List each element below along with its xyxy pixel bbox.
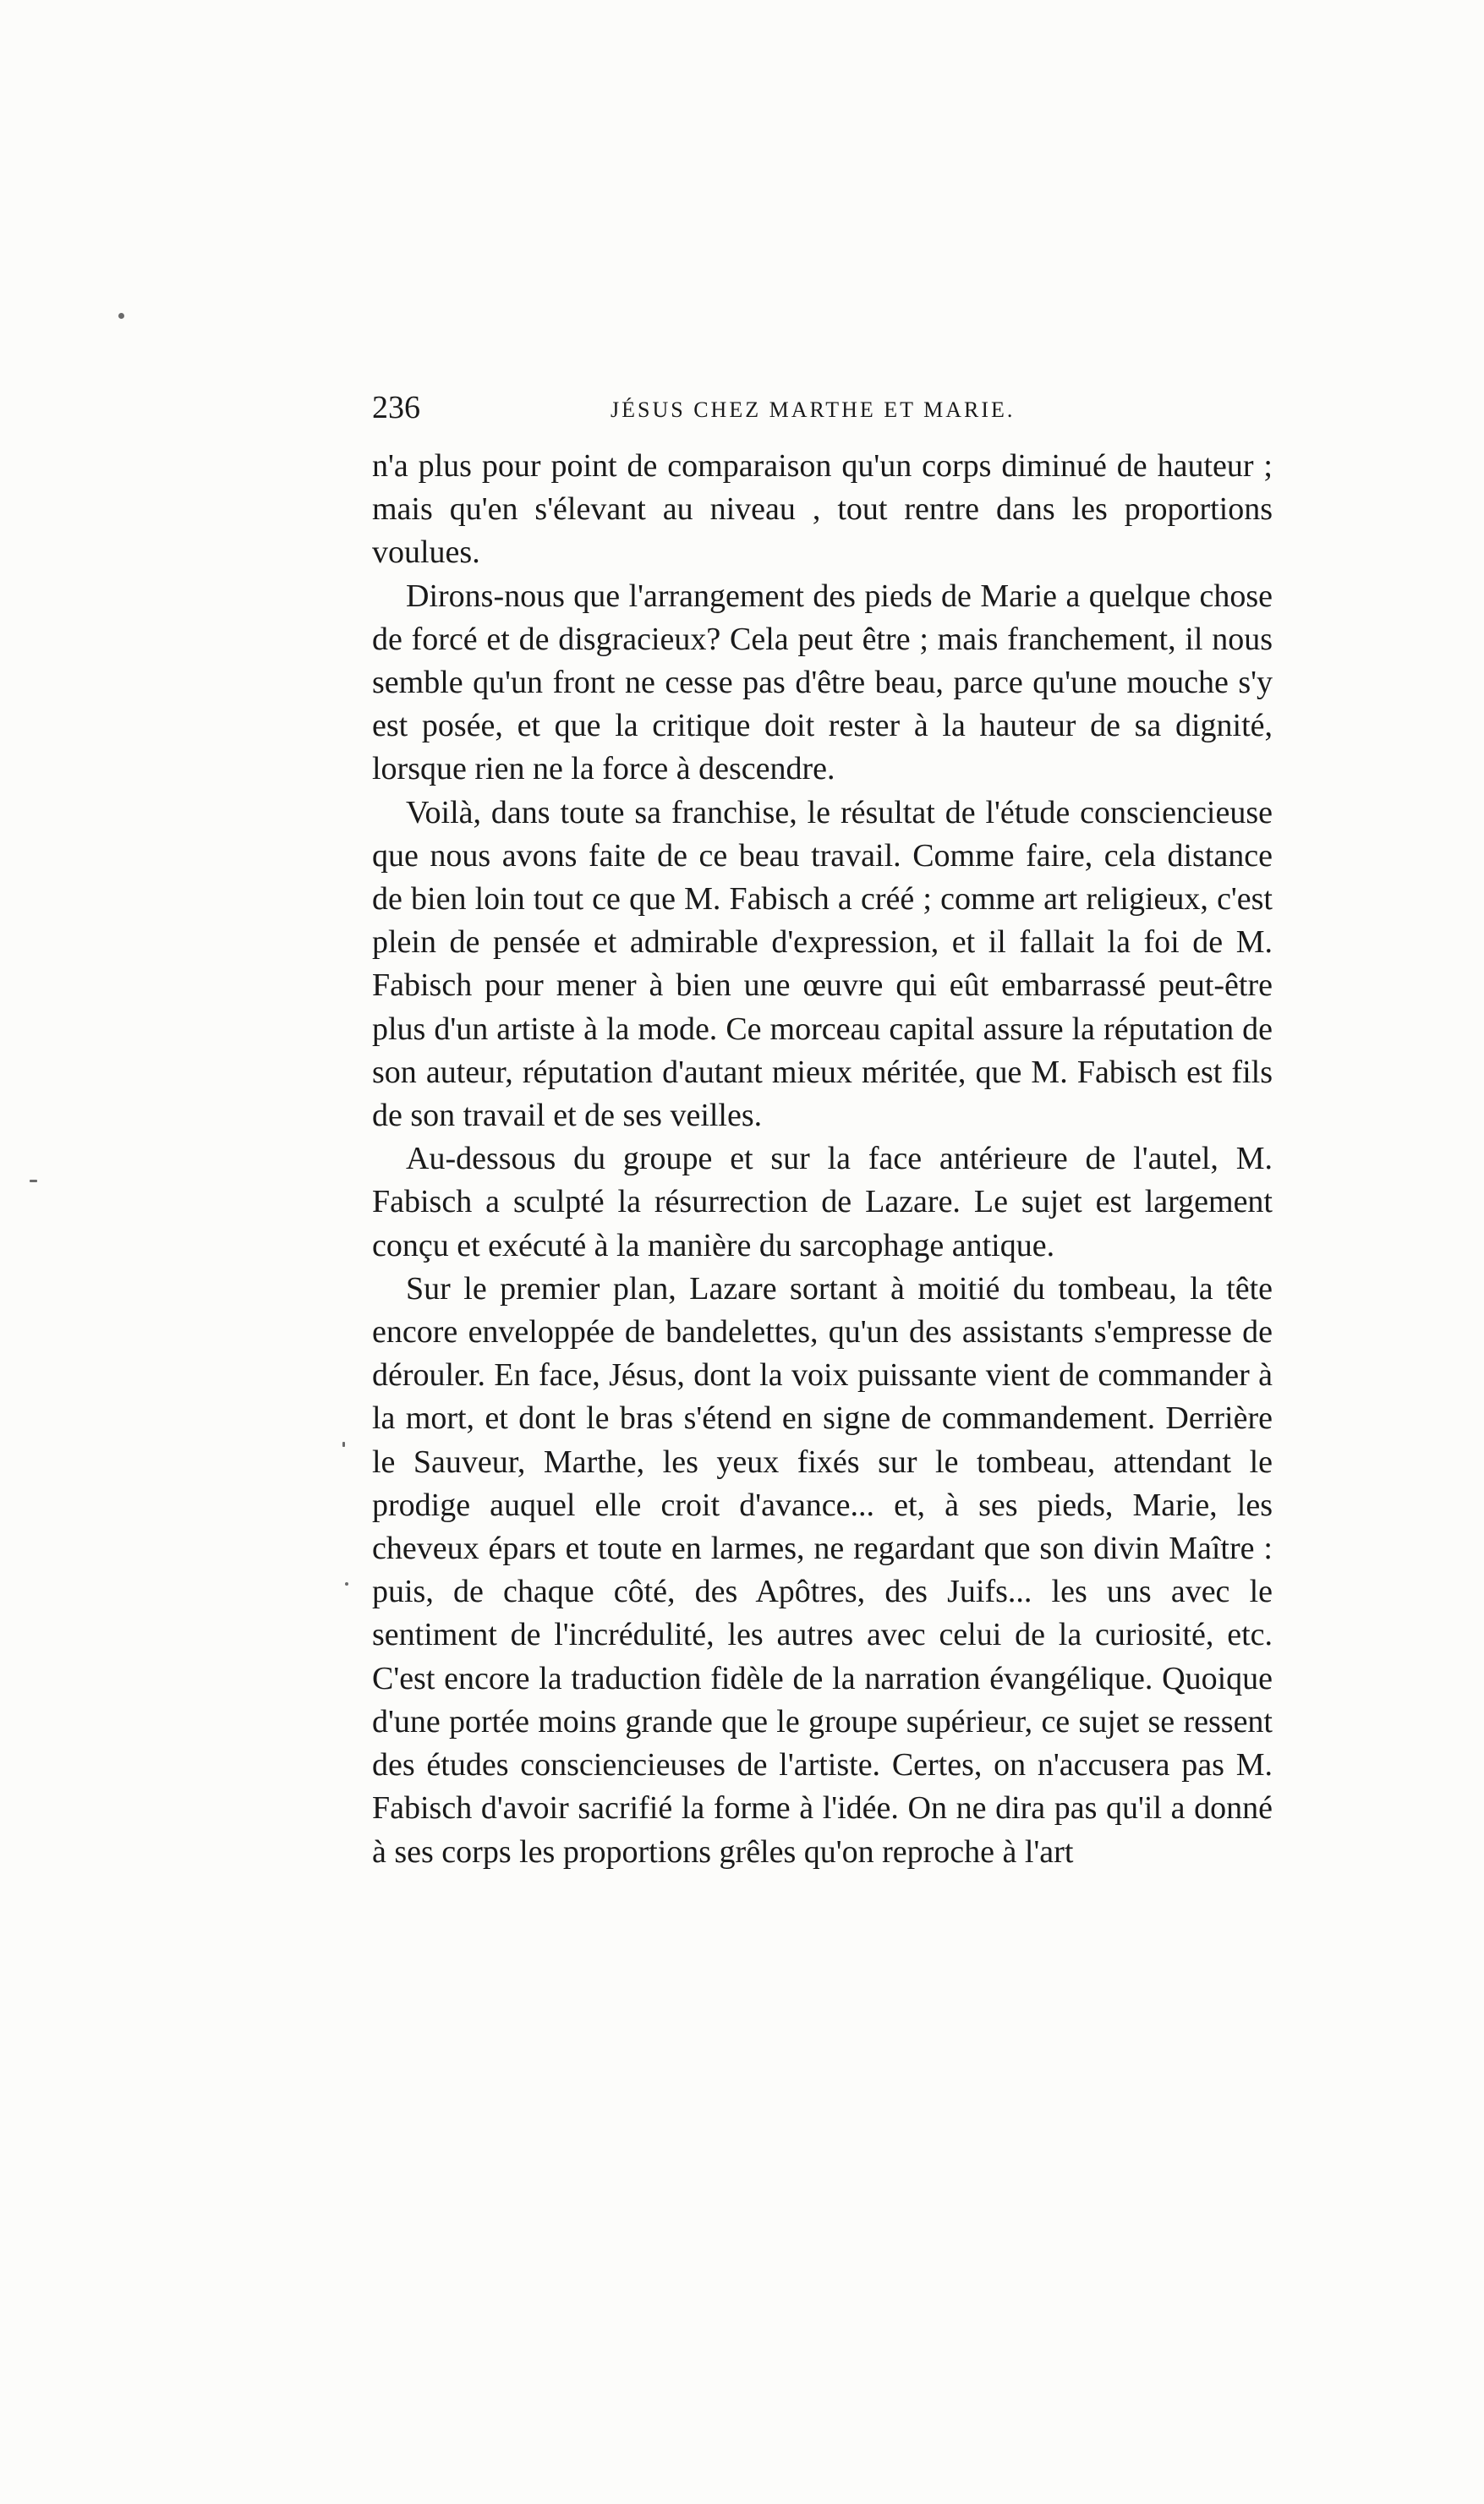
running-head (372, 389, 1065, 440)
page-number: 236 (372, 390, 420, 425)
body-text (372, 445, 1273, 1874)
scan-speck (30, 1180, 37, 1182)
paragraph: Dirons-nous que l'arrangement des pieds de Marie a quelque chose de forcé et de disgracieux? Cela peut être ; mais franchement, il nous semble qu'un front ne cesse pas d'être beau, parce qu'une mouche s'y est posée, et que la critique doit rester à la hauteur de sa dignité, lorsque rien ne la force à descendre. (372, 578, 1273, 787)
scan-speck (345, 1582, 348, 1586)
running-title: JÉSUS CHEZ MARTHE ET MARIE. (611, 397, 1016, 422)
paragraph: Sur le premier plan, Lazare sortant à moitié du tombeau, la tête encore enveloppée de bandelettes, qu'un des assistants s'empresse de dérouler. En face, Jésus, dont la voix puissante vient de commander à la mort, et dont le bras s'étend en signe de commandement. Derrière le Sauveur, Marthe, les yeux fixés sur le tombeau, attendant le prodige auquel elle croit d'avance... et, à ses pieds, Marie, les cheveux épars et toute en larmes, ne regardant que son divin Maître : puis, de chaque côté, des Apôtres, des Juifs... les uns avec le sentiment de l'incrédulité, les autres avec celui de la curiosité, etc. C'est encore la traduction fidèle de la narration évangélique. Quoique d'une portée moins grande que le groupe supérieur, ce sujet se ressent des études consciencieuses de l'artiste. Certes, on n'accusera pas M. Fabisch d'avoir sacrifié la forme à l'idée. On ne dira pas qu'il a donné à ses corps les proportions grêles qu'on reproche à l'art (372, 1270, 1273, 1870)
paragraph: Voilà, dans toute sa franchise, le résultat de l'étude consciencieuse que nous avons faite de ce beau travail. Comme faire, cela distance de bien loin tout ce que M. Fabisch a créé ; comme art religieux, c'est plein de pensée et admirable d'expression, et il fallait la foi de M. Fabisch pour mener à bien une œuvre qui eût embarrassé peut-être plus d'un artiste à la mode. Ce morceau capital assure la réputation de son auteur, réputation d'autant mieux méritée, que M. Fabisch est fils de son travail et de ses veilles. (372, 794, 1273, 1134)
scan-speck (342, 1442, 345, 1447)
paragraph-continuation: n'a plus pour point de comparaison qu'un corps diminué de hauteur ; mais qu'en s'élevant au niveau , tout rentre dans les proportions voulues. (372, 448, 1273, 571)
paragraph: Au-dessous du groupe et sur la face antérieure de l'autel, M. Fabisch a sculpté la résurrection de Lazare. Le sujet est largement conçu et exécuté à la manière du sarcophage antique. (372, 1141, 1273, 1263)
scan-speck (118, 313, 124, 319)
